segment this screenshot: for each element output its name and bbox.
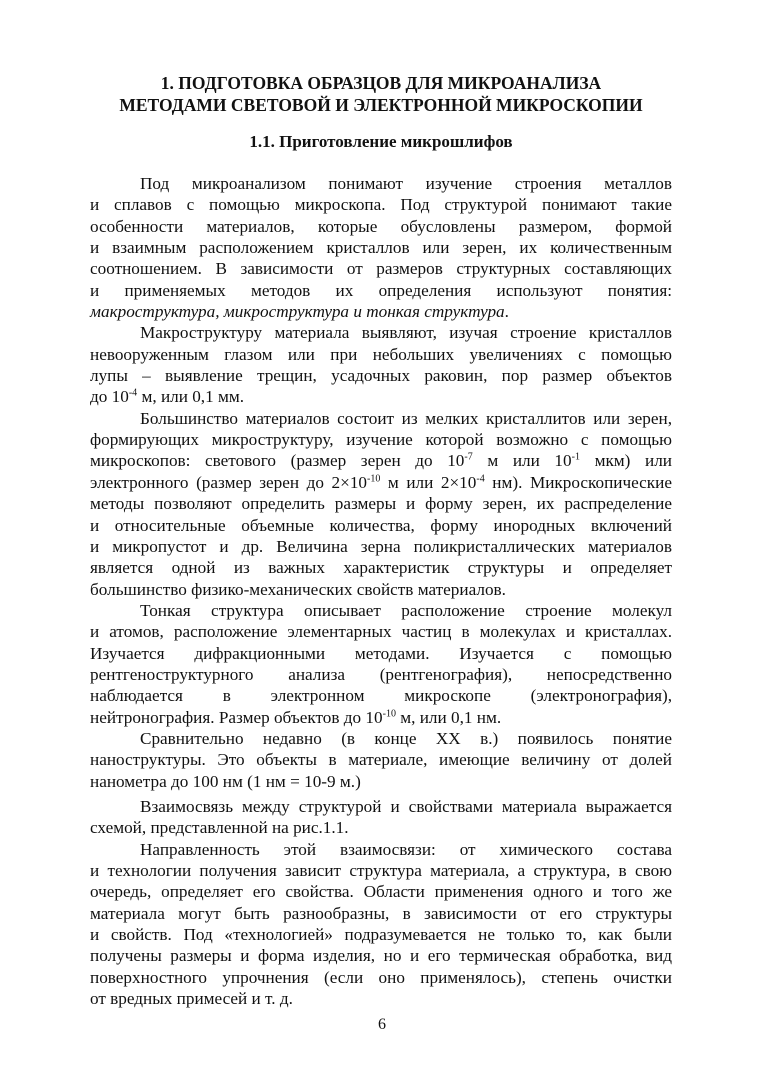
paragraph-4 (90, 600, 672, 728)
text-line: и относительные объемные количества, форму инородных включений (90, 515, 672, 535)
text-line: Сравнительно недавно (в конце XX в.) появилось понятие (140, 728, 672, 748)
text-line: и применяемых методов их определения используют понятия: (90, 280, 672, 300)
text-fragment: до 10 (90, 387, 129, 407)
text-fragment: электронного (размер зерен до 2×10 (90, 472, 368, 492)
text-line: большинство физико-механических свойств материалов. (90, 579, 506, 599)
exponent: -10 (367, 473, 381, 485)
paragraph-7 (90, 839, 672, 1010)
paragraph-1 (90, 173, 672, 322)
text-line: и атомов, расположение элементарных частиц в молекулах и кристаллах. (90, 622, 672, 642)
text-line: наноструктуры. Это объекты в материале, имеющие величину от долей (90, 750, 672, 770)
terms-period: . (504, 302, 509, 322)
text-line: рентгеноструктурного анализа (рентгенография), непосредственно (90, 664, 672, 684)
chapter-heading-line-2: МЕТОДАМИ СВЕТОВОЙ И ЭЛЕКТРОННОЙ МИКРОСКОПИИ (119, 95, 643, 115)
text-line: соотношением. В зависимости от размеров структурных составляющих (90, 259, 672, 279)
text-line: Тонкая структура описывает расположение строение молекул (140, 600, 672, 620)
text-line: Под микроанализом понимают изучение строения металлов (140, 174, 672, 193)
text-line: является одной из важных характеристик структуры и определяет (90, 558, 672, 578)
text-line (90, 301, 672, 322)
text-fragment: м, или 0,1 мм. (137, 387, 245, 407)
text-line: и взаимным расположением кристаллов или зерен, их количественным (90, 238, 672, 258)
text-line (90, 707, 672, 728)
text-line: и сплавов с помощью микроскопа. Под структурой понимают такие (90, 195, 672, 215)
exponent: -4 (128, 387, 138, 399)
chapter-heading (90, 72, 672, 116)
exponent: -4 (476, 473, 485, 485)
text-fragment: мкм) или (579, 451, 672, 471)
text-line: особенности материалов, которые обусловлены размером, формой (90, 216, 672, 236)
text-line: и микропустот и др. Величина зерна поликристаллических материалов (90, 536, 672, 556)
paragraph-3 (90, 408, 672, 600)
exponent: -10 (382, 707, 396, 719)
text-line: невооруженным глазом или при небольших увеличениях с помощью (90, 344, 672, 364)
text-line: формирующих микроструктуру, изучение которой возможно с помощью (90, 430, 672, 450)
text-line: Большинство материалов состоит из мелких кристаллитов или зерен, (140, 408, 672, 428)
text-line: от вредных примесей и т. д. (90, 989, 293, 1009)
text-line (90, 386, 672, 407)
text-fragment: микроскопов: светового (размер зерен до 10 (90, 451, 465, 471)
document-page (90, 72, 672, 1009)
paragraph-6 (90, 796, 672, 839)
text-line: лупы – выявление трещин, усадочных раковин, пор размер объектов (90, 366, 672, 386)
text-line: методы позволяют определить размеры и форму зерен, их распределение (90, 494, 672, 514)
chapter-heading-line-1: 1. ПОДГОТОВКА ОБРАЗЦОВ ДЛЯ МИКРОАНАЛИЗА (160, 73, 602, 93)
italic-terms: макроструктура, микроструктура и тонкая структура (90, 302, 505, 322)
text-line: Взаимосвязь между структурой и свойствами материала выражается (140, 796, 672, 816)
text-line: Макроструктуру материала выявляют, изучая строение кристаллов (140, 323, 672, 343)
paragraph-2 (90, 322, 672, 407)
text-line: Направленность этой взаимосвязи: от химического состава (140, 839, 672, 859)
text-line: Изучается дифракционными методами. Изучается с помощью (90, 643, 672, 663)
text-fragment: нейтронография. Размер объектов до 10 (90, 707, 383, 727)
text-fragment: нм). Микроскопические (484, 472, 672, 492)
text-line: и технологии получения зависит структура материала, а структура, в свою (90, 861, 672, 880)
text-fragment: м или 10 (472, 451, 572, 471)
text-line: поверхностного упрочнения (если оно применялось), степень очистки (90, 967, 672, 987)
text-line: материала могут быть разнообразны, в зависимости от его структуры (90, 903, 672, 923)
text-line: наблюдается в электронном микроскопе (электронография), (90, 686, 672, 706)
text-line: получены размеры и форма изделия, но и его термическая обработка, вид (90, 946, 672, 966)
page-number: 6 (378, 1016, 386, 1033)
text-fragment: м или 2×10 (380, 472, 477, 492)
text-line: нанометра до 100 нм (1 нм = 10-9 м.) (90, 771, 361, 791)
text-line (90, 450, 672, 471)
text-line: очередь, определяет его свойства. Области применения одного и того же (90, 882, 672, 902)
text-line (90, 472, 672, 493)
exponent: -1 (571, 451, 580, 463)
text-line: и свойств. Под «технологией» подразумевается не только то, как были (90, 925, 672, 945)
exponent: -7 (464, 451, 473, 463)
text-line: схемой, представленной на рис.1.1. (90, 818, 349, 838)
paragraph-5 (90, 728, 672, 792)
section-heading: 1.1. Приготовление микрошлифов (249, 132, 513, 151)
text-fragment: м, или 0,1 нм. (395, 707, 502, 727)
